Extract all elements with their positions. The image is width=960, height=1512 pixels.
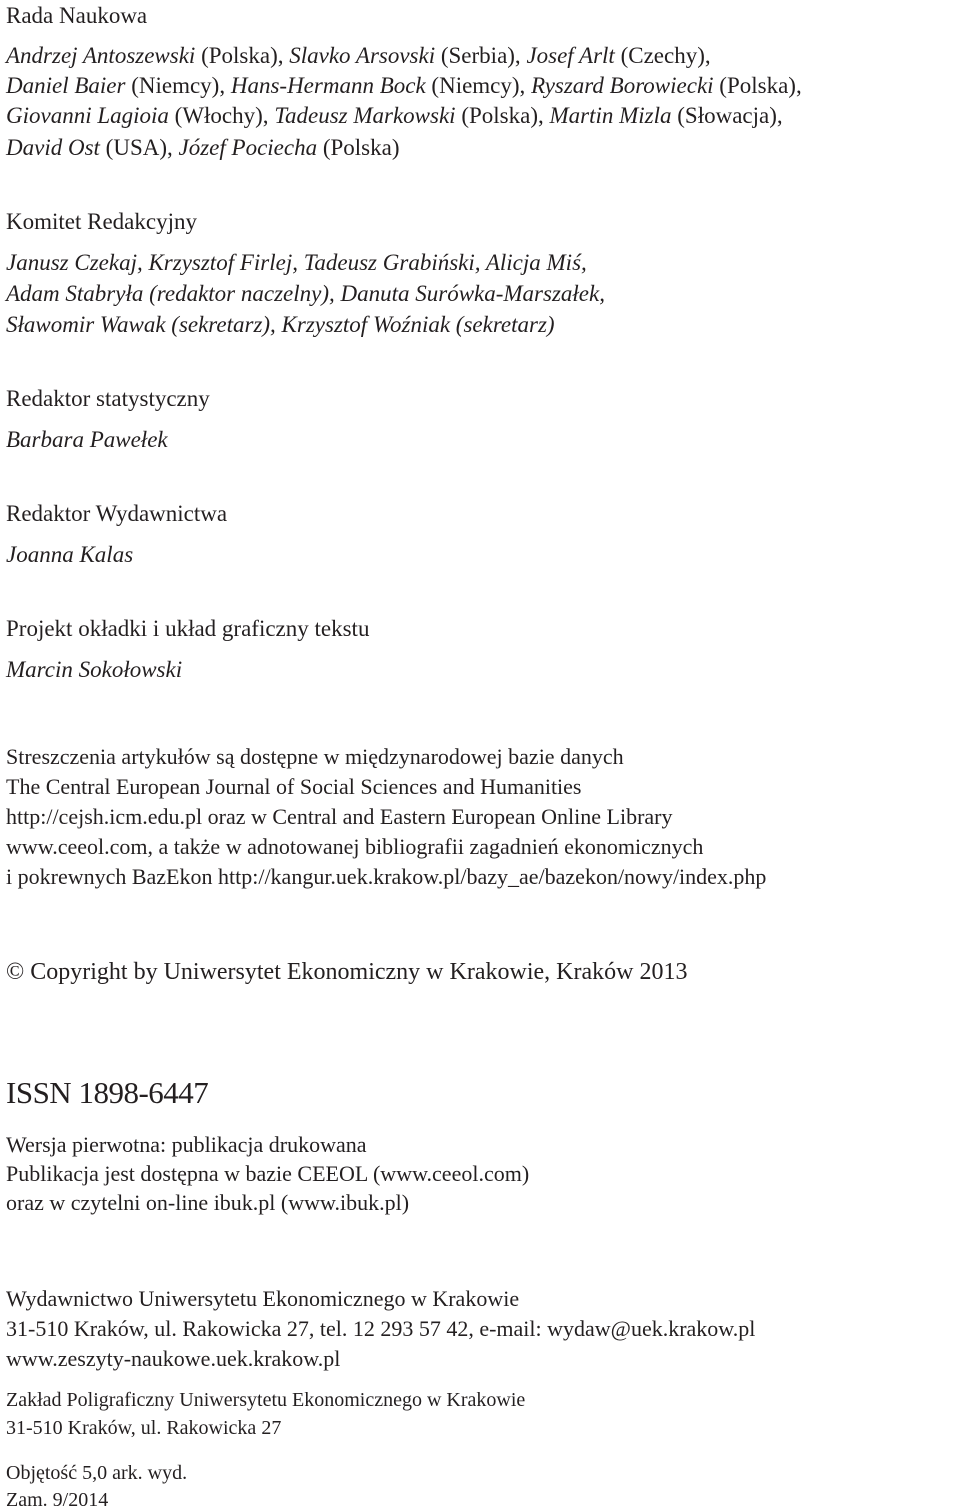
komitet-line: Adam Stabryła (redaktor naczelny), Danuta Surówka-Marszałek, [6, 281, 605, 306]
redaktor-wyd-name: Joanna Kalas [6, 542, 134, 567]
issn: ISSN 1898-6447 [6, 1075, 209, 1110]
member-name: Hans-Hermann Bock [230, 73, 426, 98]
projekt-heading: Projekt okładki i układ graficzny tekstu [6, 616, 370, 641]
rada-line-1 [6, 44, 711, 67]
zaklad-line: 31-510 Kraków, ul. Rakowicka 27 [6, 1417, 282, 1439]
komitet-line: Janusz Czekaj, Krzysztof Firlej, Tadeusz Grabiński, Alicja Miś, [6, 250, 587, 275]
member-name: Daniel Baier [6, 73, 126, 98]
redaktor-wyd-heading: Redaktor Wydawnictwa [6, 501, 228, 526]
streszczenia-line: www.ceeol.com, a także w adnotowanej bibliografii zagadnień ekonomicznych [6, 834, 704, 859]
member-name: Giovanni Lagioia [6, 103, 169, 128]
objetosc: Objętość 5,0 ark. wyd. [6, 1462, 188, 1484]
komitet-heading: Komitet Redakcyjny [6, 209, 197, 234]
rada-line-4 [6, 136, 400, 159]
member-country: (Serbia), [435, 43, 527, 68]
member-country: (Polska) [317, 135, 400, 160]
rada-line-3 [6, 104, 783, 127]
member-name: Ryszard Borowiecki [531, 73, 714, 98]
wydawnictwo-line: www.zeszyty-naukowe.uek.krakow.pl [6, 1346, 341, 1371]
projekt-name: Marcin Sokołowski [6, 657, 183, 682]
zamowienie: Zam. 9/2014 [6, 1489, 109, 1511]
rada-line-2 [6, 74, 802, 97]
wersja-line: Wersja pierwotna: publikacja drukowana [6, 1132, 367, 1157]
member-country: (Polska), [713, 73, 802, 98]
wydawnictwo-line: Wydawnictwo Uniwersytetu Ekonomicznego w Krakowie [6, 1286, 520, 1311]
member-name: Tadeusz Markowski [274, 103, 456, 128]
member-country: (Czechy), [614, 43, 711, 68]
member-name: Józef Pociecha [178, 135, 318, 160]
member-country: (Polska), [195, 43, 290, 68]
redaktor-stat-heading: Redaktor statystyczny [6, 386, 210, 411]
member-name: Andrzej Antoszewski [6, 43, 196, 68]
komitet-line: Sławomir Wawak (sekretarz), Krzysztof Woźniak (sekretarz) [6, 312, 555, 337]
zaklad-line: Zakład Poligraficzny Uniwersytetu Ekonomicznego w Krakowie [6, 1389, 526, 1411]
member-country: (Włochy), [168, 103, 275, 128]
rada-heading: Rada Naukowa [6, 3, 148, 28]
member-name: Slavko Arsovski [289, 43, 436, 68]
member-country: (Niemcy), [125, 73, 231, 98]
member-country: (Polska), [455, 103, 550, 128]
copyright: © Copyright by Uniwersytet Ekonomiczny w Krakowie, Kraków 2013 [6, 959, 688, 985]
streszczenia-line: Streszczenia artykułów są dostępne w międzynarodowej bazie danych [6, 744, 624, 769]
member-country: (USA), [99, 135, 179, 160]
wersja-line: oraz w czytelni on-line ibuk.pl (www.ibuk.pl) [6, 1190, 410, 1215]
streszczenia-line: i pokrewnych BazEkon http://kangur.uek.krakow.pl/bazy_ae/bazekon/nowy/index.php [6, 864, 767, 889]
member-country: (Niemcy), [425, 73, 532, 98]
member-country: (Słowacja), [671, 103, 783, 128]
wydawnictwo-line: 31-510 Kraków, ul. Rakowicka 27, tel. 12 293 57 42, e-mail: wydaw@uek.krakow.pl [6, 1316, 756, 1341]
streszczenia-line: The Central European Journal of Social Sciences and Humanities [6, 774, 582, 799]
redaktor-stat-name: Barbara Pawełek [6, 427, 168, 452]
member-name: David Ost [6, 135, 100, 160]
member-name: Josef Arlt [526, 43, 615, 68]
streszczenia-line: http://cejsh.icm.edu.pl oraz w Central and Eastern European Online Library [6, 804, 673, 829]
wersja-line: Publikacja jest dostępna w bazie CEEOL (www.ceeol.com) [6, 1161, 530, 1186]
member-name: Martin Mizla [549, 103, 672, 128]
